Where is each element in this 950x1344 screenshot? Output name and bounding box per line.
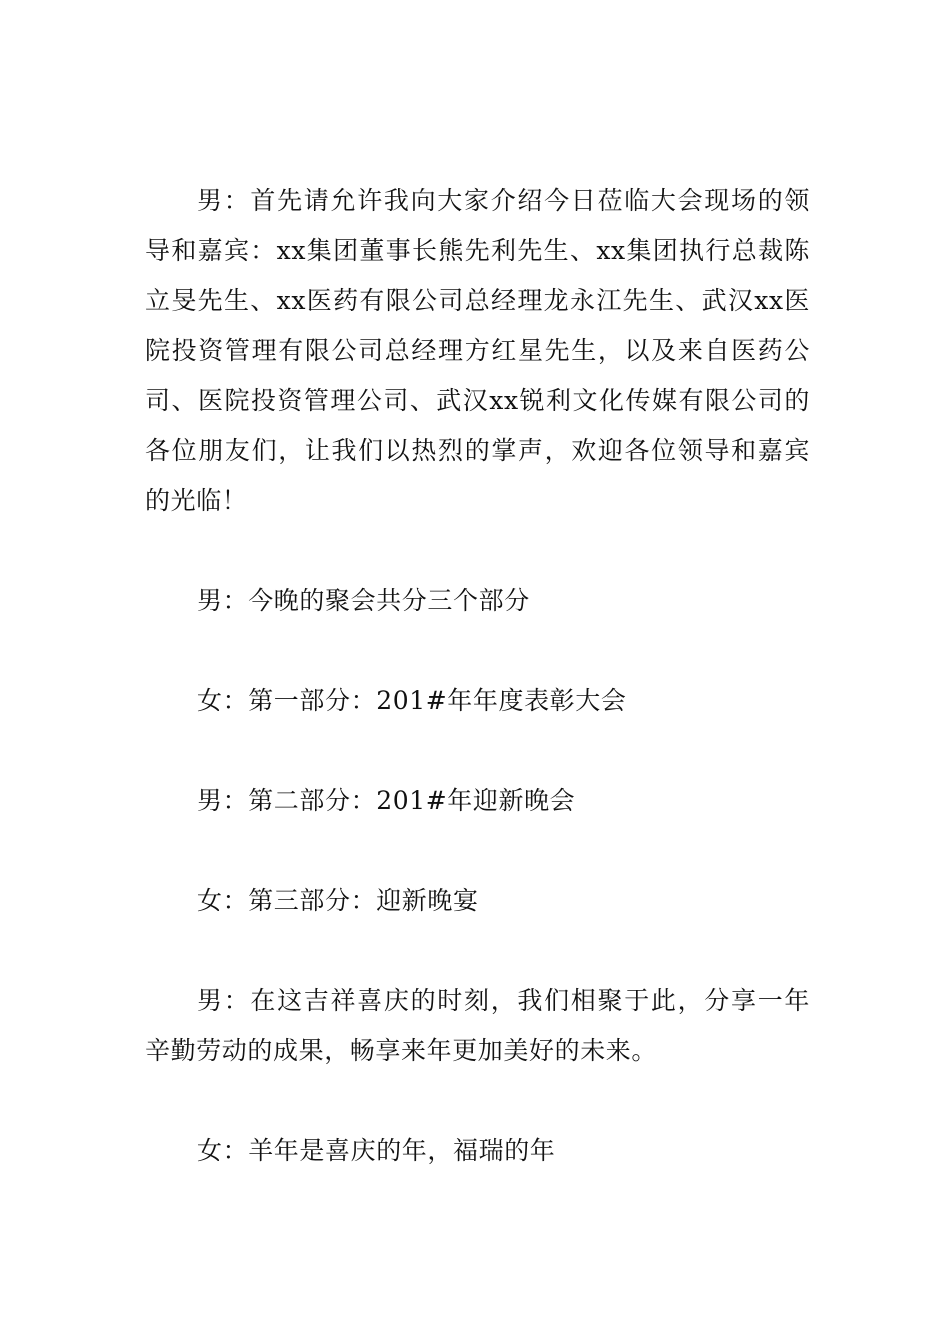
paragraph-introduction: 男：首先请允许我向大家介绍今日莅临大会现场的领导和嘉宾：xx集团董事长熊先利先生、xx集团执行总裁陈立旻先生、xx医药有限公司总经理龙永江先生、武汉xx医院投资管理有限公司总经理方红星先生，以及来自医药公司、医院投资管理公司、武汉xx锐利文化传媒有限公司的各位朋友们，让我们以热烈的掌声，欢迎各位领导和嘉宾的光临！ xyxy=(145,186,810,515)
document-body xyxy=(145,176,810,1176)
paragraph-part-three: 女：第三部分：迎新晚宴 xyxy=(197,886,479,915)
paragraph-celebration: 男：在这吉祥喜庆的时刻，我们相聚于此，分享一年辛勤劳动的成果，畅享来年更加美好的未来。 xyxy=(145,986,810,1065)
paragraph-year-of-goat: 女：羊年是喜庆的年，福瑞的年 xyxy=(197,1136,556,1165)
paragraph-part-two: 男：第二部分：201#年迎新晚会 xyxy=(197,786,576,815)
paragraph-part-one: 女：第一部分：201#年年度表彰大会 xyxy=(197,686,627,715)
paragraph-program-overview: 男：今晚的聚会共分三个部分 xyxy=(197,586,530,615)
